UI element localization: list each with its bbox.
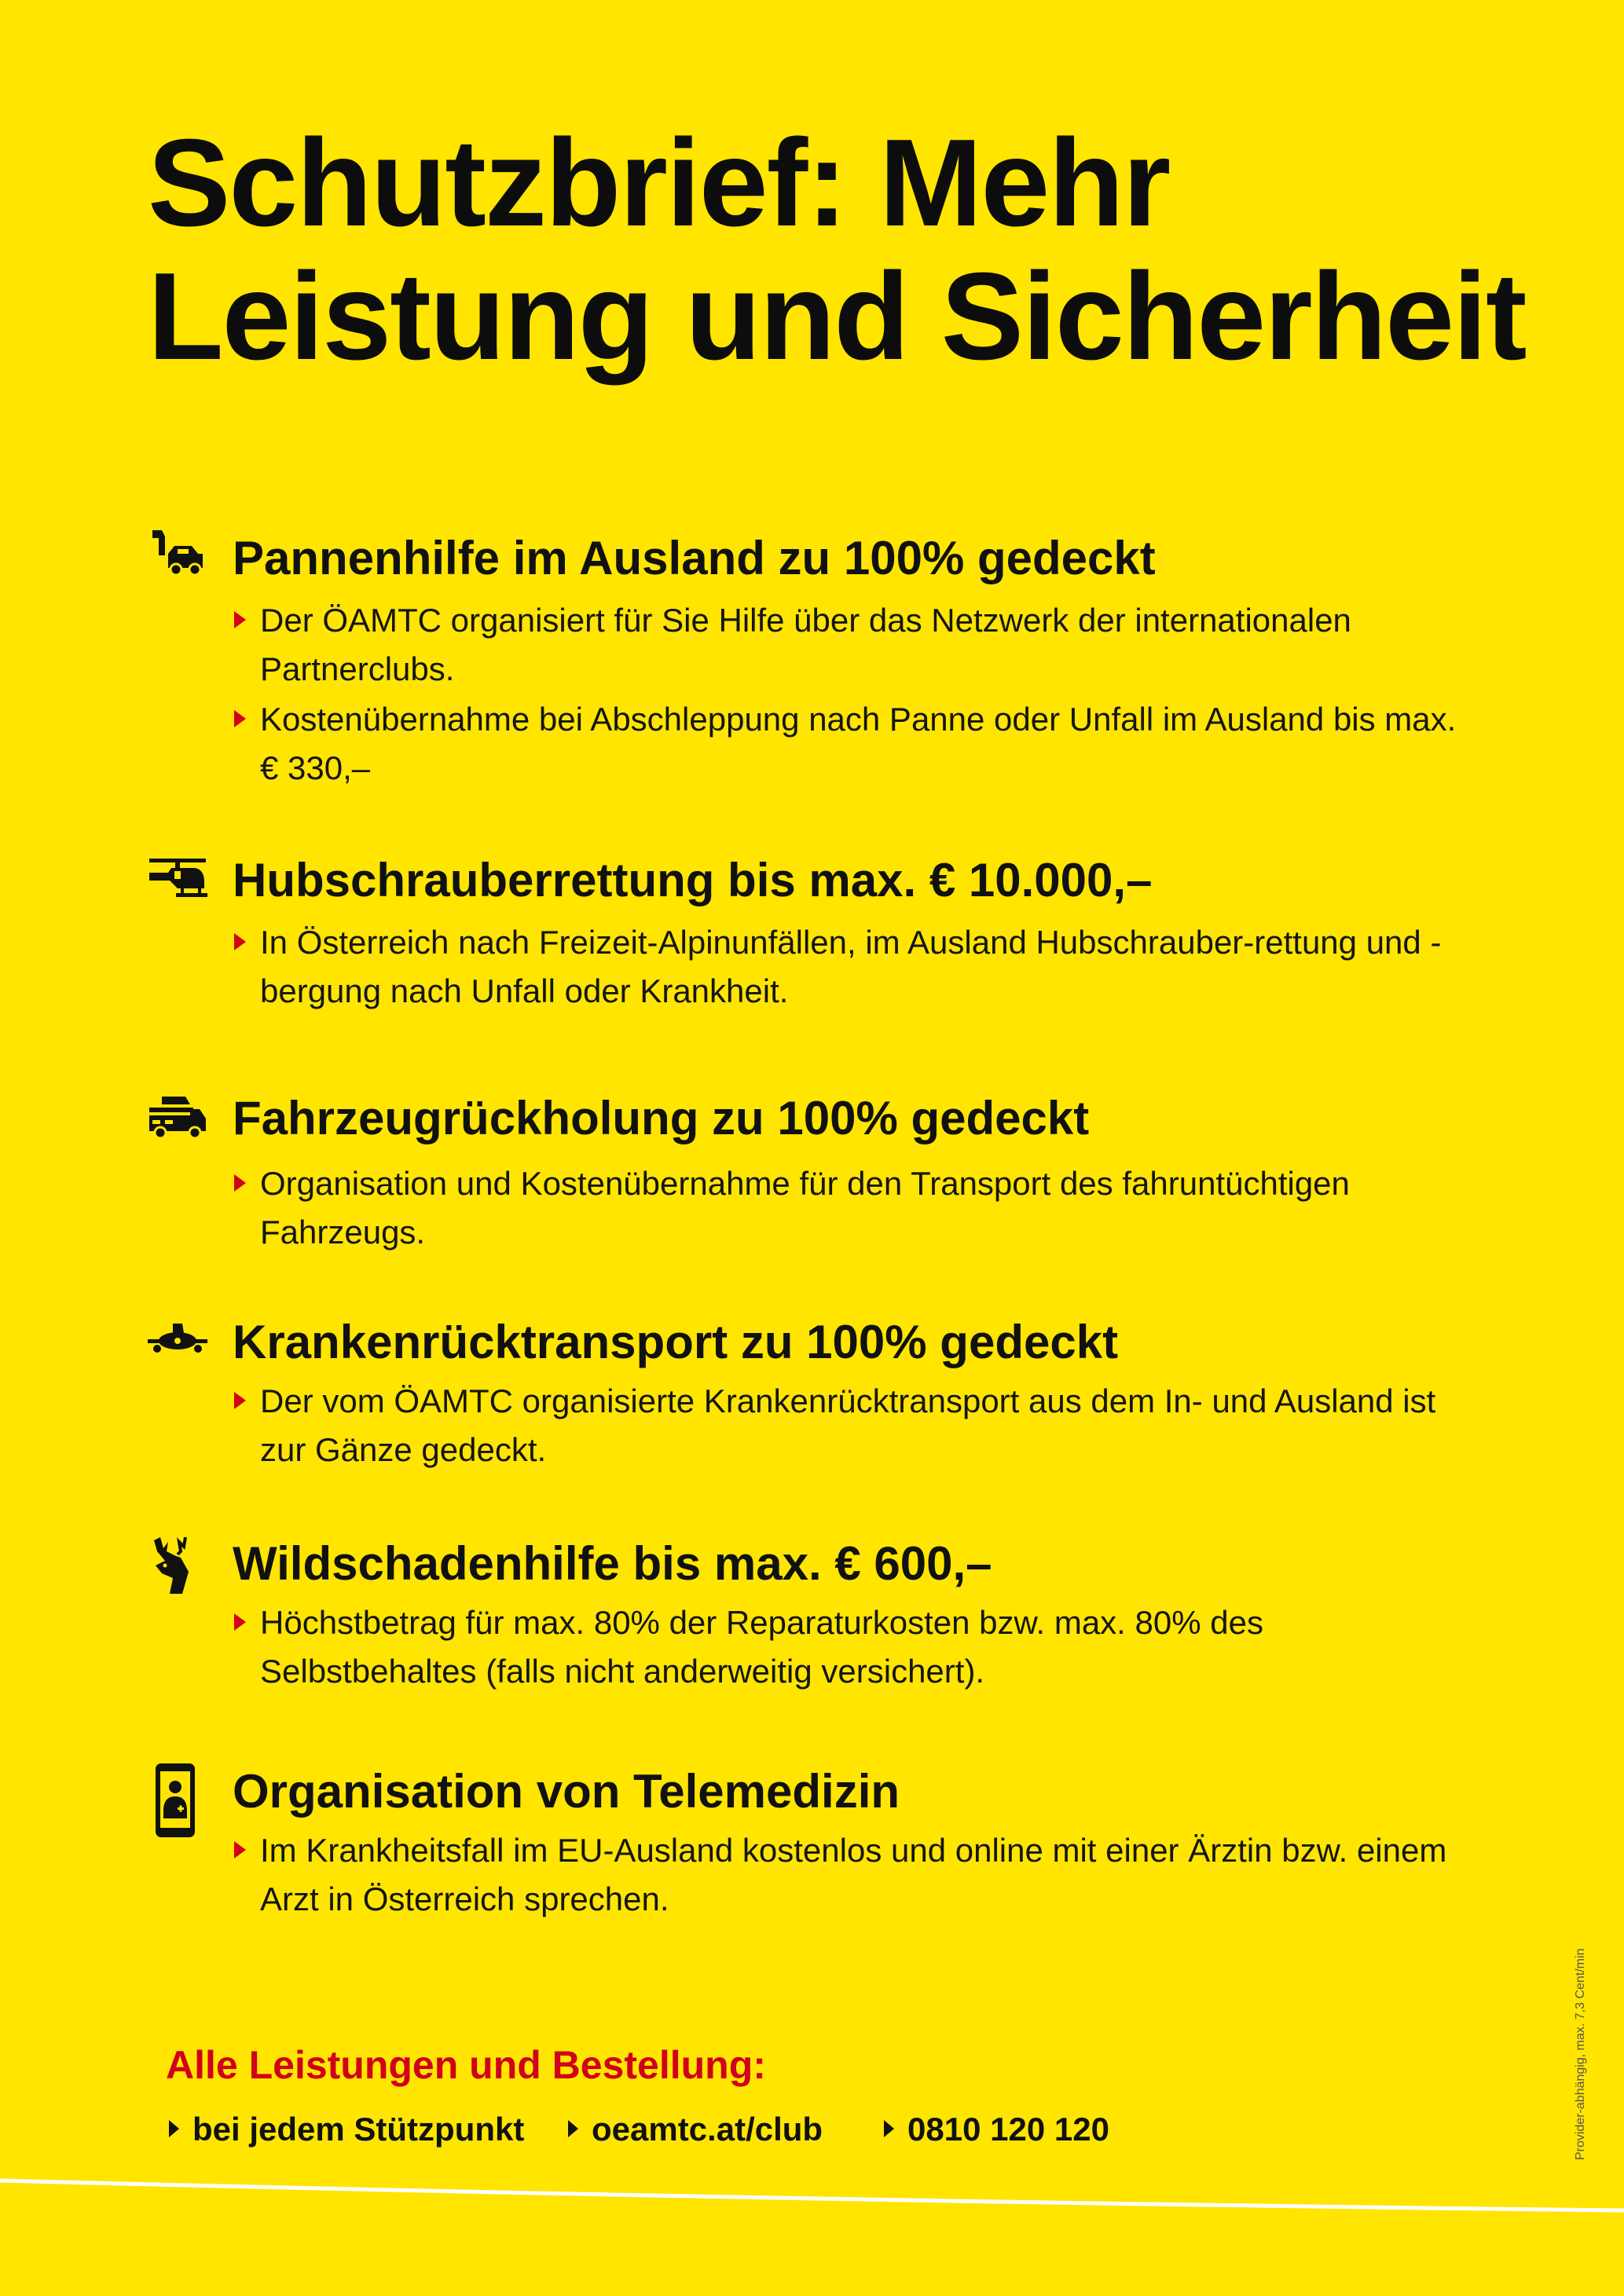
section-heading: Krankenrücktransport zu 100% gedeckt <box>233 1316 1119 1368</box>
title-line-1: Schutzbrief: Mehr <box>148 114 1170 252</box>
footer-links <box>166 2105 1344 2160</box>
section-heading: Pannenhilfe im Ausland zu 100% gedeckt <box>233 532 1156 584</box>
footer-title: Alle Leistungen und Bestellung: <box>166 2043 766 2087</box>
bullet-item: Der vom ÖAMTC organisierte Krankenrücktransport aus dem In- und Ausland ist zur Gänze gedeckt. <box>233 1377 1458 1474</box>
page-title <box>148 114 1609 386</box>
white-wave-line <box>0 2168 1624 2296</box>
side-note: Provider-abhängig, max. 7,3 Cent/min <box>1574 1948 1587 2160</box>
airplane-icon <box>146 1308 209 1371</box>
section-heading: Fahrzeugrückholung zu 100% gedeckt <box>233 1092 1090 1144</box>
title-line-2: Leistung und Sicherheit <box>148 247 1526 386</box>
footer-link-website[interactable]: oeamtc.at/club <box>565 2105 823 2154</box>
bullet-item: Kostenübernahme bei Abschleppung nach Panne oder Unfall im Ausland bis max. € 330,– <box>233 695 1458 793</box>
bullet-item: Im Krankheitsfall im EU-Ausland kostenlos und online mit einer Ärztin bzw. einem Arzt in Österreich sprechen. <box>233 1826 1458 1924</box>
bullet-item: In Österreich nach Freizeit-Alpinunfällen, im Ausland Hubschrauber-rettung und -bergung nach Unfall oder Krankheit. <box>233 918 1458 1016</box>
smartphone-doctor-icon <box>146 1762 209 1840</box>
bullet-item: Höchstbetrag für max. 80% der Reparaturkosten bzw. max. 80% des Selbstbehaltes (falls nicht anderweitig versichert). <box>233 1598 1458 1696</box>
footer-link-phone[interactable]: 0810 120 120 <box>881 2105 1109 2154</box>
section-heading: Hubschrauberrettung bis max. € 10.000,– <box>233 854 1153 906</box>
tow-truck-icon <box>146 1086 209 1148</box>
wrench-car-icon <box>146 524 209 587</box>
helicopter-icon <box>146 848 209 910</box>
section-heading: Wildschadenhilfe bis max. € 600,– <box>233 1537 992 1590</box>
deer-icon <box>146 1534 209 1597</box>
section-heading: Organisation von Telemedizin <box>233 1765 900 1818</box>
bullet-item: Organisation und Kostenübernahme für den Transport des fahruntüchtigen Fahrzeugs. <box>233 1159 1458 1257</box>
bullet-item: Der ÖAMTC organisiert für Sie Hilfe über das Netzwerk der internationalen Partnerclubs. <box>233 596 1458 694</box>
footer-link-stuetzpunkt: bei jedem Stützpunkt <box>166 2105 524 2154</box>
